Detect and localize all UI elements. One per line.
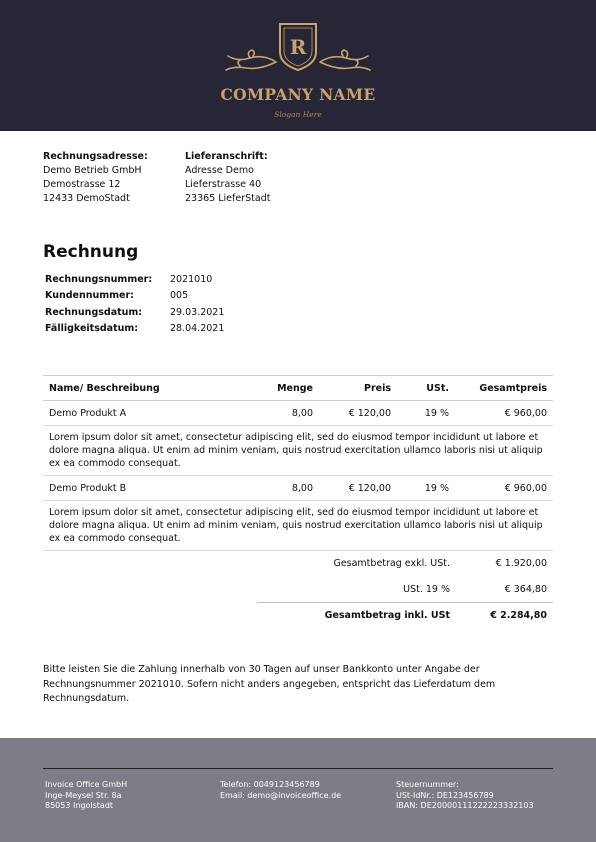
item-price: € 120,00 [348, 482, 391, 494]
billing-address-line: 12433 DemoStadt [43, 193, 130, 204]
item-total: € 960,00 [504, 407, 547, 419]
invoice-meta [45, 274, 224, 339]
logo-letter: R [289, 35, 307, 59]
net-total-label: Gesamtbetrag exkl. USt. [333, 558, 450, 570]
invoice-title: Rechnung [43, 242, 139, 262]
meta-value: 005 [170, 290, 189, 302]
invoice-date-row [45, 307, 224, 323]
billing-address [43, 150, 148, 206]
meta-label: Rechnungsnummer: [45, 274, 153, 285]
meta-label: Fälligkeitsdatum: [45, 322, 139, 334]
footer-line: Steuernummer: [396, 780, 459, 789]
footer-company [45, 780, 127, 812]
gross-total-value: € 2.284,80 [490, 609, 547, 621]
invoice-footer [0, 738, 596, 842]
footer-line: 85053 Ingolstadt [45, 801, 114, 810]
column-header-tax: USt. [426, 382, 449, 394]
column-header-price: Preis [363, 382, 391, 394]
footer-tax-info [396, 780, 534, 812]
table-row [43, 401, 553, 426]
items-table [43, 375, 553, 551]
shipping-address [185, 150, 270, 206]
meta-value: 28.04.2021 [170, 322, 225, 334]
shipping-address-label: Lieferanschrift: [185, 151, 268, 162]
table-header [43, 375, 553, 401]
item-name: Demo Produkt A [49, 407, 127, 419]
payment-note: Bitte leisten Sie die Zahlung innerhalb von 30 Tagen auf unser Bankkonto unter Angabe der Rechnungsnummer 2021010. Sofern nicht anders angegeben, entspricht das Lieferdatum dem Rechnungsdatum. [43, 664, 496, 704]
item-price: € 120,00 [348, 407, 391, 419]
invoice-number-row [45, 274, 224, 290]
net-total-value: € 1.920,00 [495, 558, 547, 570]
due-date-row [45, 323, 224, 339]
crest-emblem-icon [220, 18, 376, 80]
tax-total-label: USt. 19 % [403, 583, 450, 595]
shipping-address-line: Adresse Demo [185, 165, 254, 176]
company-slogan: Slogan Here [274, 110, 322, 119]
meta-value: 29.03.2021 [170, 306, 225, 318]
footer-line: Inge-Meysel Str. 8a [45, 790, 122, 800]
footer-line: IBAN: DE20000111222223332103 [396, 801, 534, 810]
shipping-address-line: Lieferstrasse 40 [185, 179, 262, 190]
invoice-header [0, 0, 596, 131]
item-name: Demo Produkt B [49, 482, 127, 494]
billing-address-label: Rechnungsadresse: [43, 151, 148, 162]
company-name: COMPANY NAME [220, 85, 376, 104]
tax-total-value: € 364,80 [504, 583, 547, 595]
column-header-total: Gesamtpreis [479, 382, 547, 394]
footer-line: Invoice Office GmbH [45, 780, 128, 789]
column-header-qty: Menge [277, 382, 313, 394]
footer-line: USt-IdNr.: DE123456789 [396, 790, 494, 800]
billing-address-line: Demo Betrieb GmbH [43, 165, 142, 176]
meta-value: 2021010 [170, 274, 213, 285]
net-total-row [257, 551, 553, 577]
footer-divider [43, 768, 553, 769]
customer-number-row [45, 290, 224, 306]
tax-total-row [257, 577, 553, 603]
item-tax: 19 % [424, 482, 449, 494]
item-description: Lorem ipsum dolor sit amet, consectetur adipiscing elit, sed do eiusmod tempor incididunt ut labore et dolore magna aliqua. Ut enim ad minim veniam, quis nostrud exercitation ullamco laboris nisi ut aliquip ex ea commodo consequat. [43, 501, 553, 551]
shipping-address-line: 23365 LieferStadt [185, 193, 271, 204]
item-qty: 8,00 [291, 407, 313, 419]
item-tax: 19 % [424, 407, 449, 419]
item-description: Lorem ipsum dolor sit amet, consectetur adipiscing elit, sed do eiusmod tempor incididunt ut labore et dolore magna aliqua. Ut enim ad minim veniam, quis nostrud exercitation ullamco laboris nisi ut aliquip ex ea commodo consequat. [43, 426, 553, 476]
footer-email: Email: demo@invoiceoffice.de [220, 790, 342, 800]
column-header-name: Name/ Beschreibung [49, 382, 160, 394]
billing-address-line: Demostrasse 12 [43, 179, 121, 190]
totals-block [257, 551, 553, 628]
gross-total-row [257, 602, 553, 628]
meta-label: Rechnungsdatum: [45, 306, 143, 318]
item-total: € 960,00 [504, 482, 547, 494]
gross-total-label: Gesamtbetrag inkl. USt [324, 609, 450, 621]
footer-phone: Telefon: 0049123456789 [220, 780, 320, 789]
item-qty: 8,00 [291, 482, 313, 494]
footer-contact [220, 780, 341, 801]
meta-label: Kundennummer: [45, 290, 134, 302]
table-row [43, 476, 553, 501]
company-logo [0, 0, 596, 131]
